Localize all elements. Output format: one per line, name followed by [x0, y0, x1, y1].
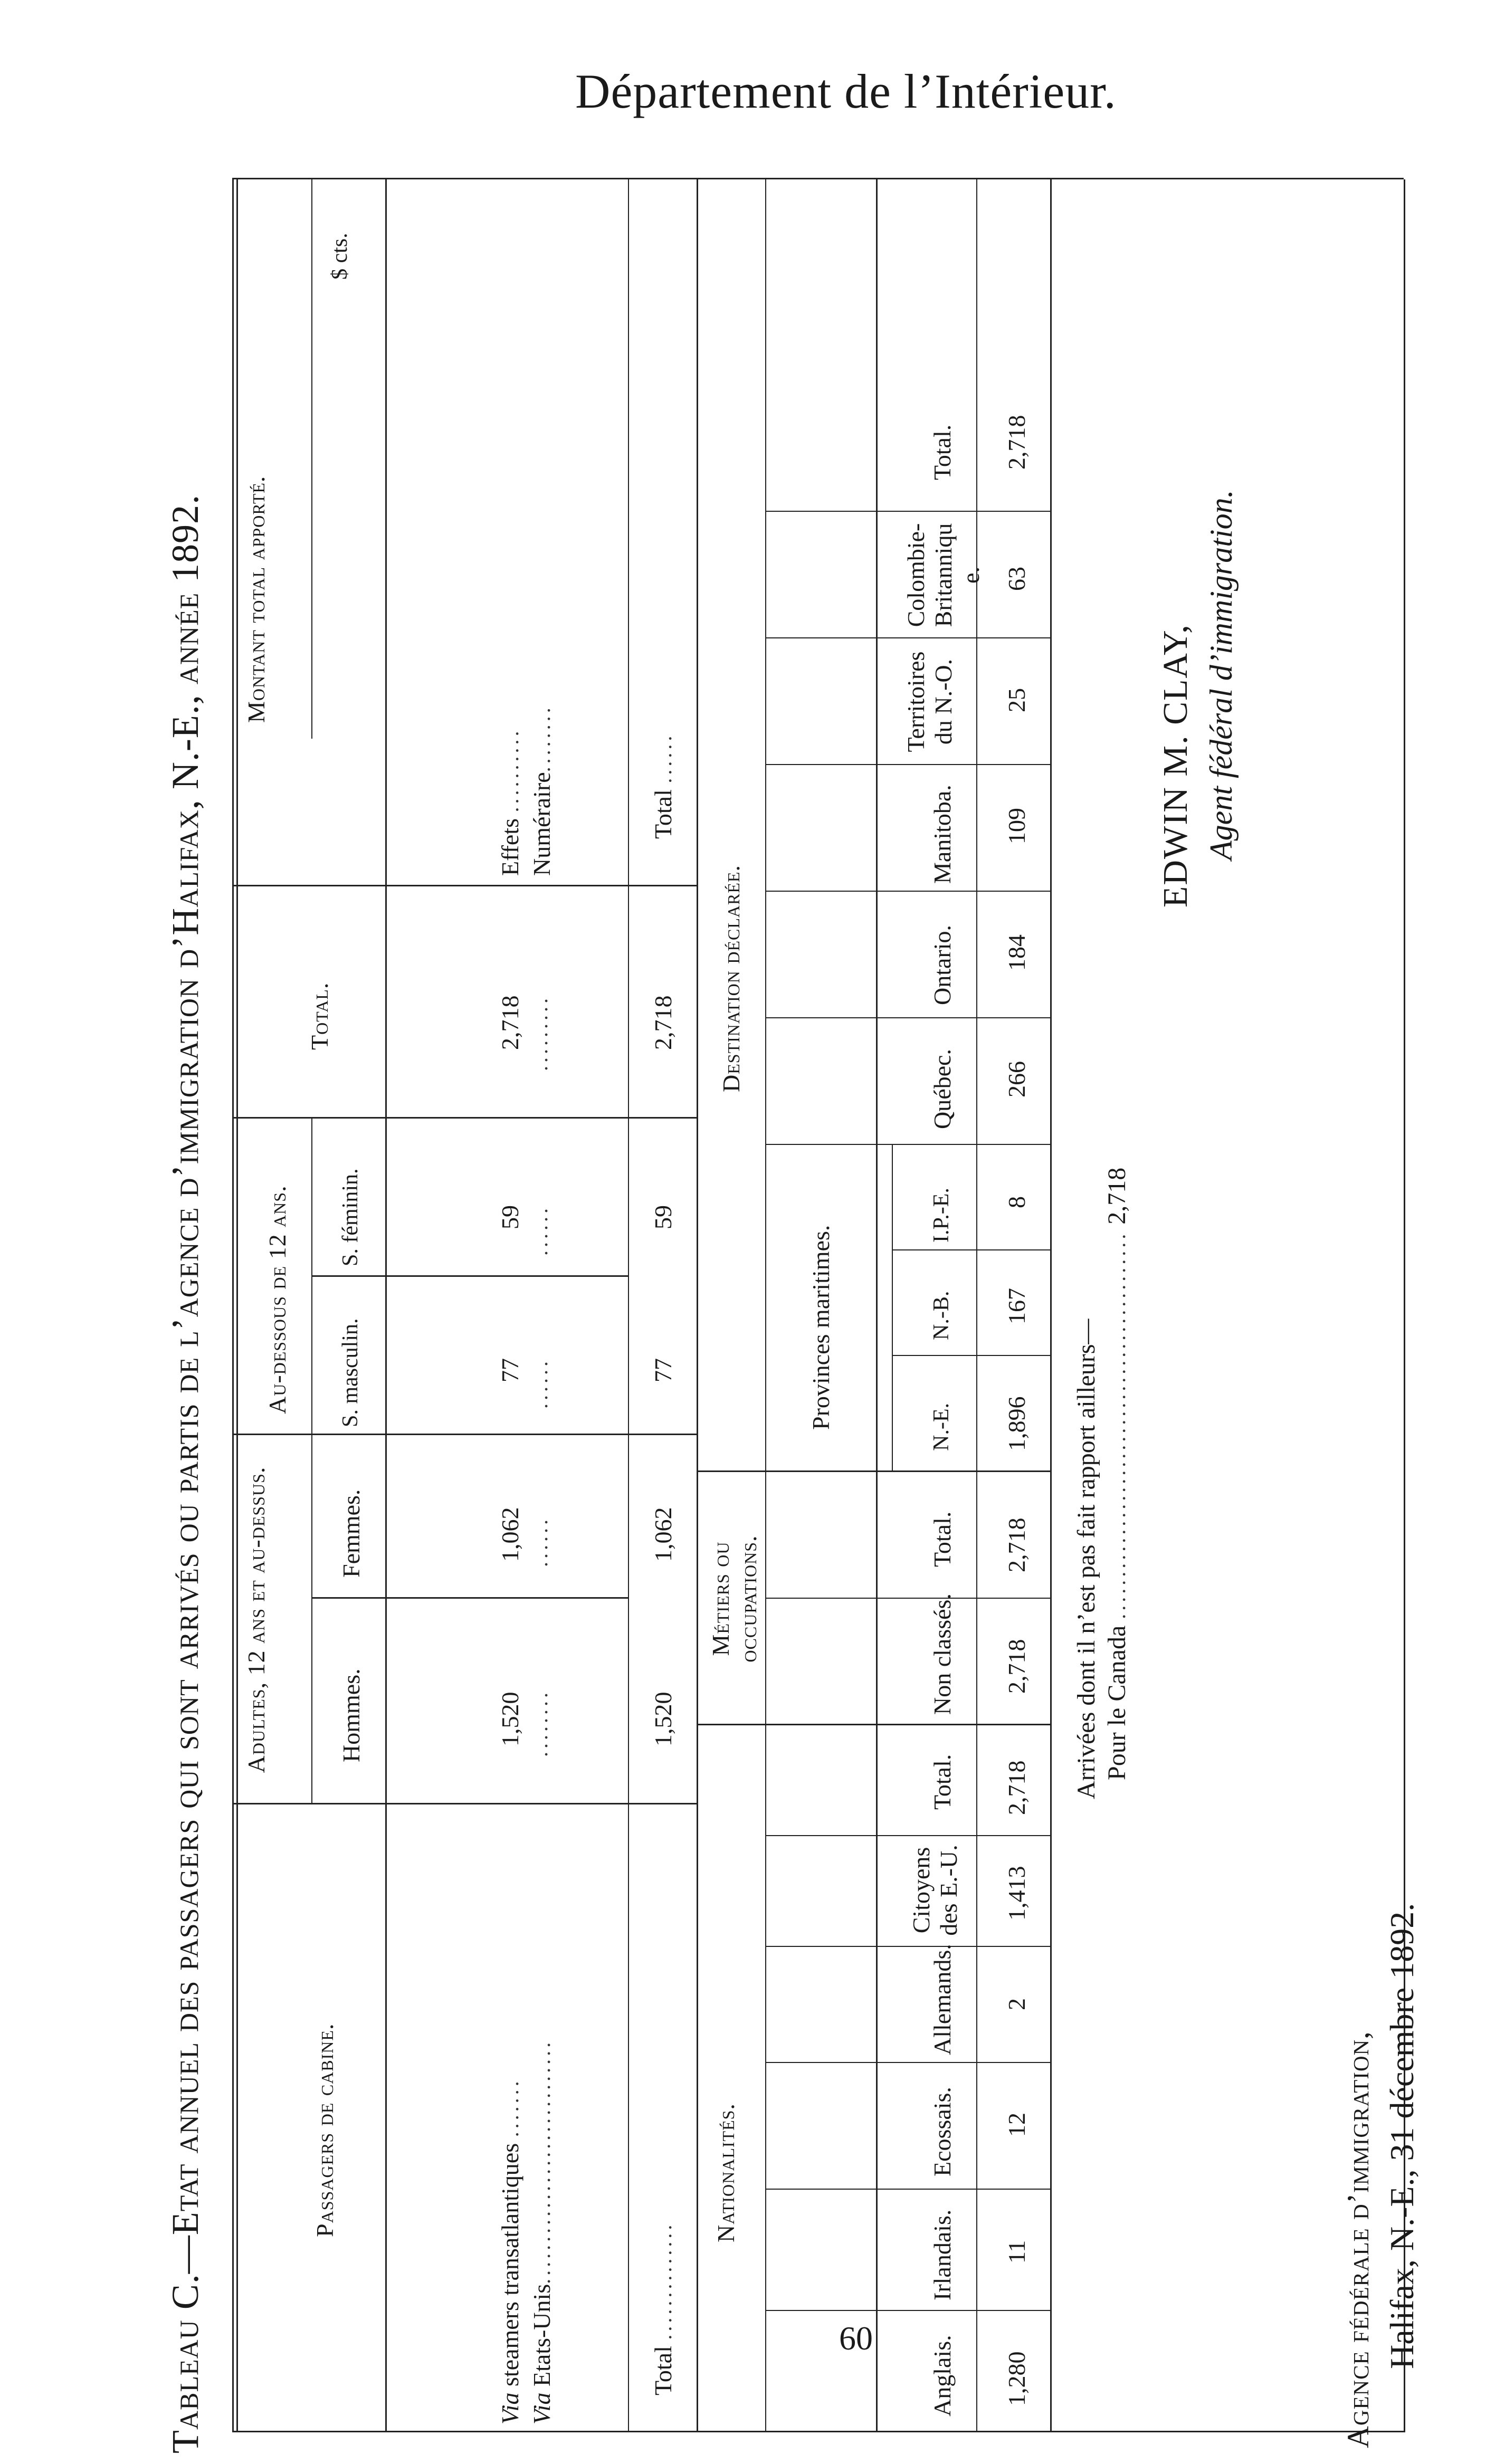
money-total-text: Total [650, 789, 677, 839]
col-rule [232, 1434, 697, 1435]
note-line-2-value: 2,718 [1103, 1167, 1131, 1225]
signature-title: Agent fédéral d’immigration. [1204, 490, 1239, 860]
money-label-text: Effets [497, 818, 523, 876]
col-rule [765, 2310, 1050, 2311]
section-rule [697, 179, 698, 2432]
col-rule [892, 1249, 1050, 1250]
col-rule [232, 1117, 697, 1119]
dest-sub-rule [765, 179, 766, 1472]
page-number: 60 [839, 2319, 873, 2357]
total-masculin: 77 [650, 1358, 677, 1382]
nat-col-ecossais: Ecossais. [929, 2087, 956, 2176]
cell-masculin: 77 [497, 1358, 523, 1382]
dest-val-colombie: 63 [1003, 567, 1030, 591]
col-rule [765, 1017, 1050, 1018]
frame-top-rule-double [236, 179, 238, 2432]
agency-line-1: Agence fédérale d’immigration, [1341, 2031, 1375, 2448]
frame-right-rule [232, 178, 1404, 179]
cell-empty-dots: ...... [528, 1358, 552, 1409]
frame-left-rule [697, 2431, 1404, 2432]
nat-val-irlandais: 11 [1003, 2240, 1030, 2264]
nat-col-irlandais: Irlandais. [929, 2209, 956, 2300]
money-label-effets: Effets .......... [497, 728, 523, 876]
dest-col-territoires: Territoires du N.-O. [902, 651, 957, 752]
maritime-val-ipe: 8 [1003, 1196, 1030, 1208]
col-header-femmes: Femmes. [338, 1489, 365, 1578]
total-label-text: Total [650, 2346, 677, 2395]
nat-col-total: Total. [929, 1754, 956, 1810]
total-top-rule [628, 179, 629, 2432]
dest-val-territoires: 25 [1003, 688, 1030, 712]
cell-empty-dots: ...... [528, 1516, 552, 1567]
rotated-table-page [153, 142, 1472, 2464]
maritime-sub-rule [892, 1145, 893, 1472]
nat-col-citoyens: Citoyens des E.-U. [908, 1845, 962, 1936]
col-rule [697, 1724, 1050, 1725]
nat-val-ecossais: 12 [1003, 2113, 1030, 2137]
col-header-under12: Au-dessous de 12 ans. [264, 1185, 291, 1414]
row-label-etats-unis: Via Etats-Unis............................. [528, 2039, 555, 2424]
col-header-hommes: Hommes. [338, 1668, 365, 1762]
total-row-label: Total .............. [650, 2221, 677, 2395]
note-line-2: Pour le Canada .............................................. 2,718 [1103, 1167, 1131, 1780]
row-label-text: steamers transatlantiques [497, 2143, 523, 2387]
total-hommes: 1,520 [650, 1692, 677, 1746]
nat-val-total: 2,718 [1003, 1760, 1030, 1815]
nat-sub-rule [765, 1725, 766, 2432]
maritime-val-nb: 167 [1003, 1288, 1030, 1324]
money-total-label: Total ...... [650, 732, 677, 839]
agency-line-2: Halifax, N.-E., 31 décembre 1892. [1383, 1903, 1421, 2369]
notes-block [1071, 1168, 1133, 1799]
col-header-dollars: $ cts. [328, 233, 352, 280]
note-line-2-label: Pour le Canada [1103, 1625, 1131, 1780]
nationalities-header: Nationalités. [712, 2103, 739, 2242]
total-femmes: 1,062 [650, 1507, 677, 1562]
occ-val-total: 2,718 [1003, 1517, 1030, 1572]
maritime-col-ne: N.-E. [929, 1403, 954, 1451]
occ-val-nonclasses: 2,718 [1003, 1639, 1030, 1694]
occ-col-total: Total. [929, 1511, 956, 1567]
dest-col-total: Total. [929, 424, 956, 480]
col-rule [765, 1946, 1050, 1947]
total-feminin: 59 [650, 1205, 677, 1229]
table-title: Tableau C.—Etat annuel des passagers qui sont arrivés ou partis de l’agence d’immigration d’Halifax, N.-E., année 1892. [164, 494, 206, 2453]
maritime-val-ne: 1,896 [1003, 1396, 1030, 1451]
row-label-text: Etats-Unis [528, 2284, 555, 2387]
col-header-passagers: Passagers de cabine. [311, 2023, 338, 2237]
col-rule [311, 1597, 628, 1599]
maritime-header: Provinces maritimes. [807, 1225, 834, 1430]
occupations-header: Métiers ou occupations. [707, 1535, 761, 1663]
col-rule [765, 511, 1050, 512]
note-line-1: Arrivées dont il n’est pas fait rapport ailleurs— [1072, 1319, 1100, 1799]
col-rule [765, 764, 1050, 765]
dest-col-ontario: Ontario. [929, 924, 956, 1005]
dest-val-total: 2,718 [1003, 415, 1030, 470]
col-header-adults: Adultes, 12 ans et au-dessus. [243, 1466, 270, 1773]
dest-val-quebec: 266 [1003, 1061, 1030, 1097]
dest-val-ontario: 184 [1003, 934, 1030, 971]
col-header-masculin: S. masculin. [338, 1318, 363, 1427]
row-via: Via [497, 2392, 523, 2424]
dest-col-quebec: Québec. [929, 1049, 956, 1129]
nat-col-anglais: Anglais. [929, 2335, 956, 2417]
nat-col-allemands: Allemands. [929, 1944, 956, 2055]
row-label-transatlantic: Via steamers transatlantiques ....... [497, 2078, 523, 2424]
header-bottom-rule [385, 179, 387, 2432]
col-header-montant: Montant total apporté. [243, 475, 270, 723]
money-label-numeraire: Numéraire........ [528, 704, 555, 876]
destination-header: Destination déclarée. [718, 865, 745, 1092]
col-header-total: Total. [306, 982, 333, 1050]
cell-hommes: 1,520 [497, 1692, 523, 1746]
col-rule [311, 1275, 628, 1277]
section2-bottom-rule [1050, 179, 1052, 2432]
cell-empty-dots: ........ [528, 1689, 552, 1757]
cell-femmes: 1,062 [497, 1507, 523, 1562]
col-rule [765, 1144, 1050, 1145]
col-rule [892, 1355, 1050, 1356]
header-sub-rule [311, 179, 312, 739]
department-header: Département de l’Intérieur. [575, 64, 1117, 118]
col-rule [765, 1835, 1050, 1836]
frame-top-rule [232, 179, 234, 2432]
col-header-feminin: S. féminin. [338, 1168, 363, 1266]
col-rule [765, 1598, 1050, 1599]
col-rule [232, 1803, 697, 1804]
row-via: Via [528, 2392, 555, 2424]
cell-empty-dots: ......... [528, 995, 552, 1071]
nat-val-citoyens: 1,413 [1003, 1866, 1030, 1921]
cell-empty-dots: ...... [528, 1205, 552, 1256]
col-rule [765, 637, 1050, 638]
col-rule [765, 891, 1050, 892]
maritime-col-ipe: I.P.-E. [929, 1188, 954, 1243]
header-sub-rule [311, 1119, 312, 1804]
occ-sub-rule [765, 1472, 766, 1725]
col-rule [232, 2431, 697, 2432]
nat-val-allemands: 2 [1003, 1998, 1030, 2010]
nat-val-anglais: 1,280 [1003, 2351, 1030, 2406]
section2-header-rule [876, 179, 878, 2432]
dest-val-manitoba: 109 [1003, 808, 1030, 844]
occ-col-nonclasses: Non classés. [929, 1593, 956, 1715]
col-rule [765, 2189, 1050, 2190]
dest-col-manitoba: Manitoba. [929, 785, 956, 884]
col-rule [765, 2062, 1050, 2063]
col-rule [697, 1470, 1050, 1472]
maritime-col-nb: N.-B. [929, 1291, 954, 1340]
cell-feminin: 59 [497, 1205, 523, 1229]
total-total: 2,718 [650, 995, 677, 1050]
signature-name: EDWIN M. CLAY, [1156, 624, 1195, 908]
col-rule [232, 885, 697, 886]
money-label-text: Numéraire [528, 772, 555, 876]
dest-col-colombie: Colombie-Britannique. [902, 523, 984, 627]
cell-total: 2,718 [497, 995, 523, 1050]
